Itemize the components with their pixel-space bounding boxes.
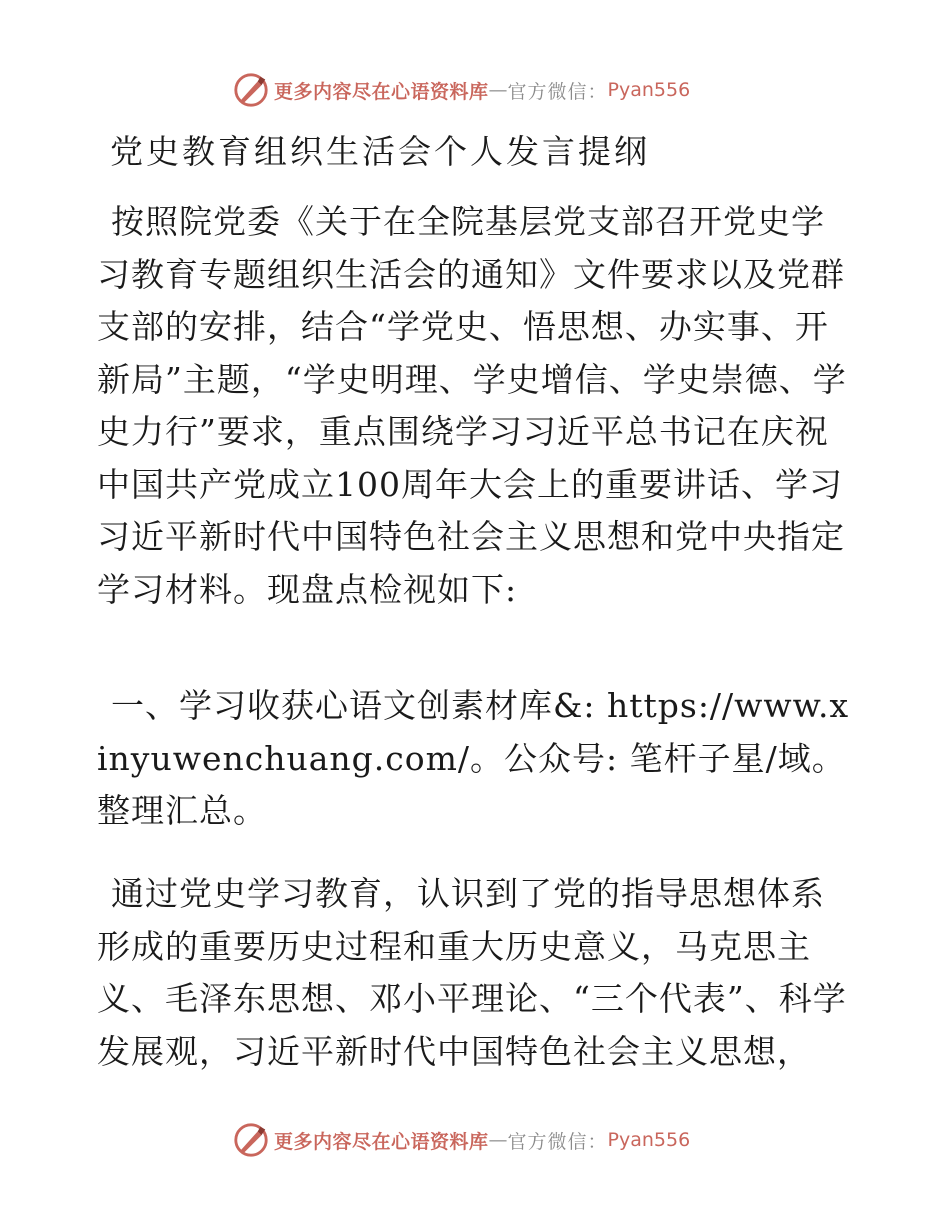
watermark-main-text: 更多内容尽在心语资料库 (274, 1130, 489, 1153)
header-watermark (232, 70, 690, 110)
watermark-wechat-id: Pyan556 (607, 79, 691, 101)
document-title: 党史教育组织生活会个人发言提纲 (110, 132, 650, 171)
watermark-wechat-id: Pyan556 (607, 1129, 691, 1151)
paragraph-body: 通过党史学习教育，认识到了党的指导思想体系形成的重要历史过程和重大历史意义，马克思主义、毛泽东思想、邓小平理论、“三个代表”、科学发展观，习近平新时代中国特色社会主义思想， (97, 874, 847, 1071)
watermark-main-text: 更多内容尽在心语资料库 (274, 80, 489, 103)
footer-watermark (232, 1120, 690, 1160)
paragraph-intro: 按照院党委《关于在全院基层党支部召开党史学习教育专题组织生活会的通知》文件要求以及党群支部的安排，结合“学党史、悟思想、办实事、开新局”主题，“学史明理、学史增信、学史崇德、学史力行”要求，重点围绕学习习近平总书记在庆祝中国共产党成立100周年大会上的重要讲话、学习习近平新时代中国特色社会主义思想和党中央指定学习材料。现盘点检视如下: (97, 202, 847, 609)
watermark-separator: — (488, 1129, 508, 1151)
watermark-separator: — (488, 79, 508, 101)
pen-logo-icon (232, 1121, 270, 1159)
watermark-wechat-label: 官方微信： (507, 1130, 608, 1153)
watermark-wechat-label: 官方微信： (507, 80, 608, 103)
paragraph-section-heading: 一、学习收获心语文创素材库&: https://www.xinyuwenchuang.com/。公众号: 笔杆子星/域。整理汇总。 (97, 686, 850, 830)
pen-logo-icon (232, 71, 270, 109)
